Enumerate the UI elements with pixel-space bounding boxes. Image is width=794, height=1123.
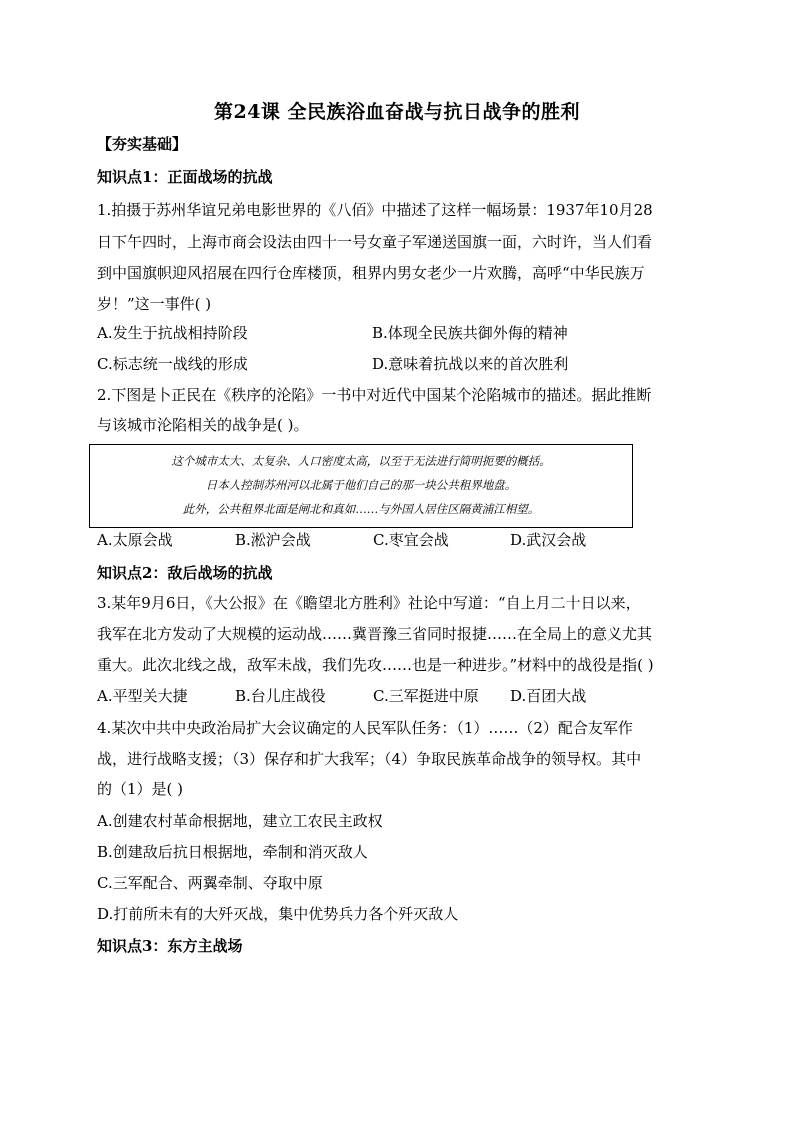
q1-stem-line-3: 到中国旗帜迎风招展在四行仓库楼顶，租界内男女老少一片欢腾，高呼“中华民族万 <box>97 264 645 282</box>
q1-option-c: C.标志统一战线的形成 <box>97 355 248 373</box>
q4-stem-line-3: 的（1）是( ) <box>97 780 184 798</box>
q3-option-b: B.台儿庄战役 <box>235 687 326 705</box>
q3-stem-line-2: 我军在北方发动了大规模的运动战……冀晋豫三省同时报捷……在全局上的意义尤其 <box>97 625 653 643</box>
q2-stem-line-1: 2.下图是卜正民在《秩序的沦陷》一书中对近代中国某个沦陷城市的描述。据此推断 <box>97 386 652 404</box>
q2-option-d: D.武汉会战 <box>510 531 587 549</box>
q2-quote-line-3: 此外，公共租界北面是闸北和真如……与外国人居住区隔黄浦江相望。 <box>182 502 540 516</box>
section-heading: 【夯实基础】 <box>97 135 188 153</box>
q3-option-d: D.百团大战 <box>510 687 587 705</box>
knowledge-point-2-heading: 知识点2：敌后战场的抗战 <box>97 564 273 582</box>
q4-option-c: C.三军配合、两翼牵制、夺取中原 <box>97 874 323 892</box>
q2-option-a: A.太原会战 <box>97 531 173 549</box>
q4-stem-line-1: 4.某次中共中央政治局扩大会议确定的人民军队任务：（1）……（2）配合友军作 <box>97 719 633 737</box>
q1-stem-line-1: 1.拍摄于苏州华谊兄弟电影世界的《八佰》中描述了这样一幅场景：1937年10月28 <box>97 201 653 219</box>
q3-option-c: C.三军挺进中原 <box>373 687 479 705</box>
q2-quote-line-1: 这个城市太大、太复杂、人口密度太高，以至于无法进行简明扼要的概括。 <box>171 454 551 468</box>
q1-option-b: B.体现全民族共御外侮的精神 <box>372 324 568 342</box>
q2-stem-line-2: 与该城市沦陷相关的战争是( )。 <box>97 416 309 434</box>
q4-stem-line-2: 战，进行战略支援；（3）保存和扩大我军；（4）争取民族革命战争的领导权。其中 <box>97 750 642 768</box>
q1-stem-line-2: 日下午四时，上海市商会设法由四十一号女童子军递送国旗一面，六时许，当人们看 <box>97 233 653 251</box>
q2-option-c: C.枣宜会战 <box>373 531 449 549</box>
q2-quote-line-2: 日本人控制苏州河以北属于他们自己的那一块公共租界地盘。 <box>205 478 517 492</box>
q4-option-a: A.创建农村革命根据地，建立工农民主政权 <box>97 812 383 830</box>
q2-option-b: B.淞沪会战 <box>235 531 311 549</box>
knowledge-point-1-heading: 知识点1：正面战场的抗战 <box>97 168 273 186</box>
q4-option-b: B.创建敌后抗日根据地，牵制和消灭敌人 <box>97 843 368 861</box>
q1-option-d: D.意味着抗战以来的首次胜利 <box>372 355 569 373</box>
q2-quote-box <box>89 444 633 528</box>
page-title: 第24课 全民族浴血奋战与抗日战争的胜利 <box>213 101 581 123</box>
q3-stem-line-1: 3.某年9月6日，《大公报》在《瞻望北方胜利》社论中写道：“自上月二十日以来， <box>97 594 641 612</box>
q4-option-d: D.打前所未有的大歼灭战，集中优势兵力各个歼灭敌人 <box>97 905 459 923</box>
knowledge-point-3-heading: 知识点3：东方主战场 <box>97 937 243 955</box>
q3-option-a: A.平型关大捷 <box>97 687 188 705</box>
q3-stem-line-3: 重大。此次北线之战，敌军未战，我们先攻……也是一种进步。”材料中的战役是指( ) <box>97 656 654 674</box>
q1-stem-line-4: 岁！”这一事件( ) <box>97 295 212 313</box>
q1-option-a: A.发生于抗战相持阶段 <box>97 324 248 342</box>
